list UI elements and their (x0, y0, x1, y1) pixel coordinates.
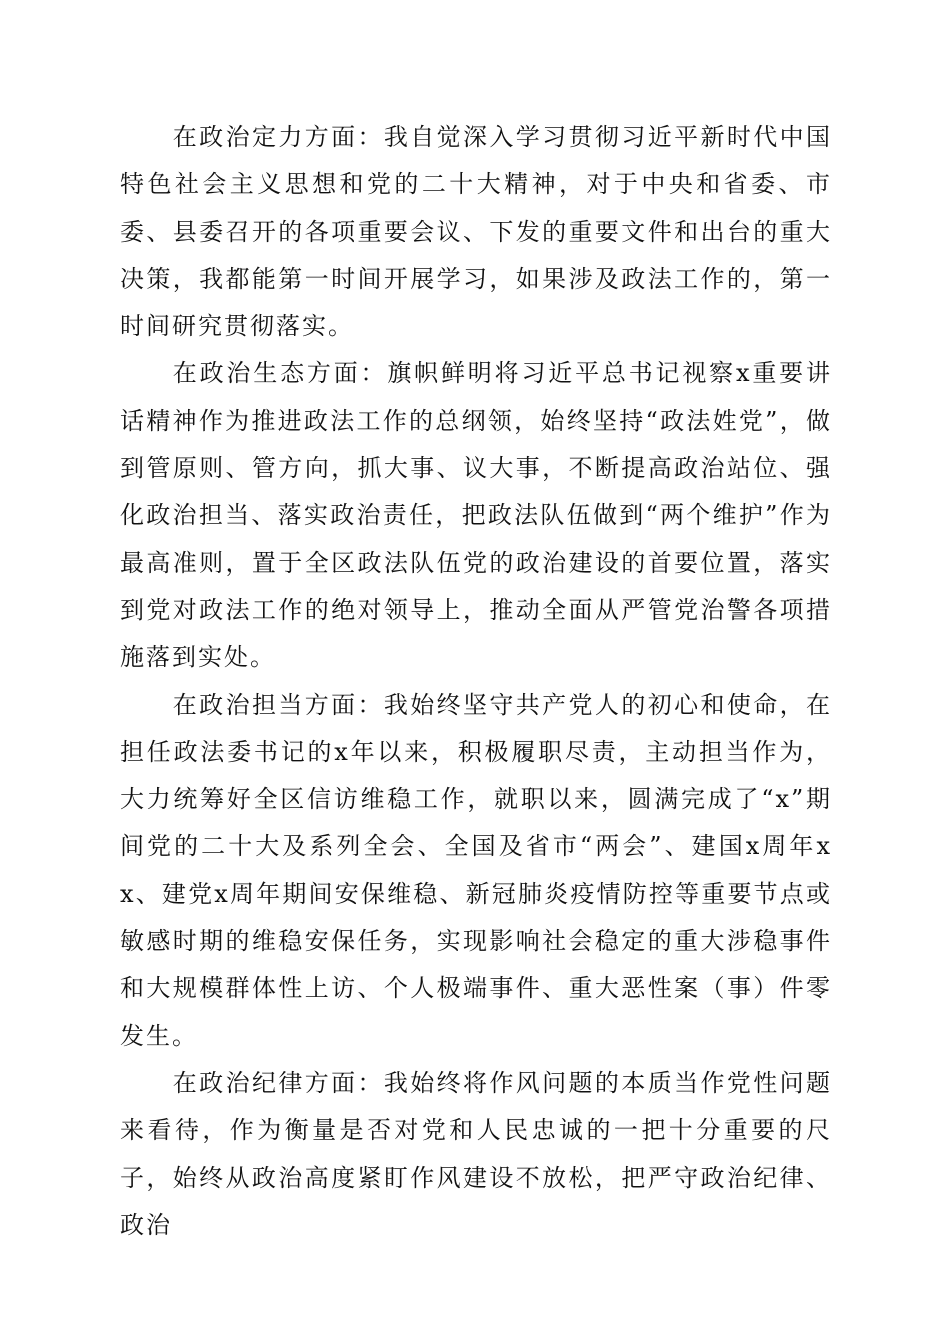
paragraph-political-resolve: 在政治定力方面：我自觉深入学习贯彻习近平新时代中国特色社会主义思想和党的二十大精神，对于中央和省委、市委、县委召开的各项重要会议、下发的重要文件和出台的重大决策，我都能第一时间开展学习，如果涉及政法工作的，第一时间研究贯彻落实。 (120, 123, 832, 341)
paragraph-political-discipline: 在政治纪律方面：我始终将作风问题的本质当作党性问题来看待，作为衡量是否对党和人民忠诚的一把十分重要的尺子，始终从政治高度紧盯作风建设不放松，把严守政治纪律、政治 (120, 1068, 832, 1239)
paragraph-political-ecology: 在政治生态方面：旗帜鲜明将习近平总书记视察x重要讲话精神作为推进政法工作的总纲领，始终坚持“政法姓党”，做到管原则、管方向，抓大事、议大事，不断提高政治站位、强化政治担当、落实政治责任，把政法队伍做到“两个维护”作为最高准则，置于全区政法队伍党的政治建设的首要位置，落实到党对政法工作的绝对领导上，推动全面从严管党治警各项措施落到实处。 (120, 359, 832, 672)
document-body (120, 114, 832, 1249)
paragraph-political-responsibility: 在政治担当方面：我始终坚守共产党人的初心和使命，在担任政法委书记的x年以来，积极履职尽责，主动担当作为，大力统筹好全区信访维稳工作，就职以来，圆满完成了“x”期间党的二十大及系列全会、全国及省市“两会”、建国x周年xx、建党x周年期间安保维稳、新冠肺炎疫情防控等重要节点或敏感时期的维稳安保任务，实现影响社会稳定的重大涉稳事件和大规模群体性上访、个人极端事件、重大恶性案（事）件零发生。 (120, 690, 832, 1050)
